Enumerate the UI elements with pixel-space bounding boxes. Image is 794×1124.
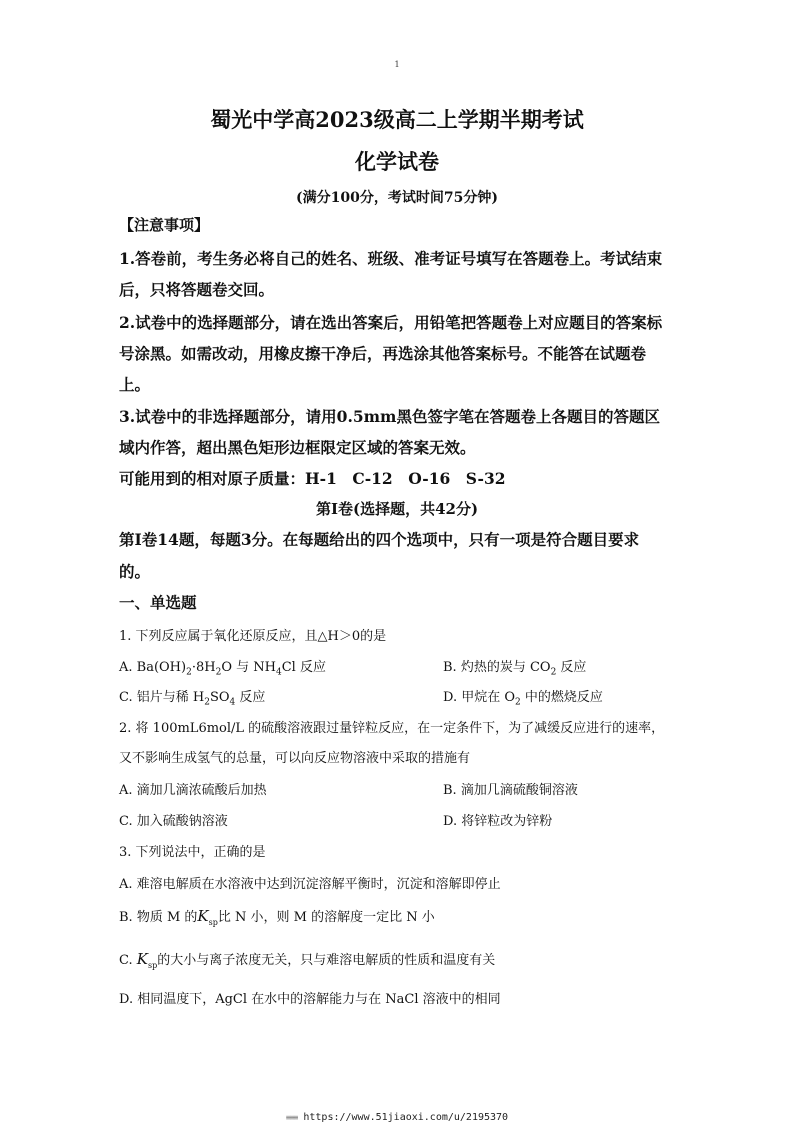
footer-link[interactable]: https://www.51jiaoxi.com/u/2195370 — [303, 1112, 509, 1123]
section-instructions: 第Ⅰ卷14题，每题3分。在每题给出的四个选项中，只有一项是符合题目要求 — [119, 530, 640, 549]
question-2-option-a: A. 滴加几滴浓硫酸后加热 — [119, 783, 267, 798]
notice-line: 2.试卷中的选择题部分，请在选出答案后，用铅笔把答题卷上对应题目的答案标 — [119, 313, 663, 332]
exam-title: 蜀光中学高2023级高二上学期半期考试 — [210, 107, 584, 132]
question-3-option-c: C. $K_{sp}$的大小与离子浓度无关，只与难溶电解质的性质和温度有关 — [119, 950, 496, 970]
question-3-option-b: B. 物质 M 的$K_{sp}$比 N 小，则 M 的溶解度一定比 N 小 — [119, 907, 435, 927]
section-heading: 第Ⅰ卷(选择题，共42分) — [315, 500, 479, 518]
notice-line: 后，只将答题卷交回。 — [119, 280, 275, 299]
ksp-symbol: $K_{sp}$ — [136, 950, 158, 970]
question-3-stem: 3. 下列说法中，正确的是 — [119, 845, 266, 860]
part-heading: 一、单选题 — [119, 593, 197, 612]
notice-heading: 【注意事项】 — [119, 216, 210, 234]
notice-line: 3.试卷中的非选择题部分，请用0.5mm黑色签字笔在答题卷上各题目的答题区 — [119, 407, 660, 426]
question-1-option-a: A. $Ba(OH)_2\cdot 8H_2O$ 与 $NH_4Cl$ 反应 — [119, 660, 326, 678]
question-2-option-b: B. 滴加几滴硫酸铜溶液 — [443, 783, 578, 798]
notice-line: 域内作答，超出黑色矩形边框限定区域的答案无效。 — [119, 438, 476, 457]
question-2-option-c: C. 加入硫酸钠溶液 — [119, 814, 228, 829]
question-1-stem: 1. 下列反应属于氧化还原反应，且△H＞0的是 — [119, 629, 387, 644]
question-2-stem-cont: 又不影响生成氢气的总量，可以向反应物溶液中采取的措施有 — [119, 751, 471, 766]
question-1-option-c: C. 铝片与稀 $H_2SO_4$ 反应 — [119, 690, 266, 708]
question-3-option-d: D. 相同温度下，AgCl 在水中的溶解能力与在 NaCl 溶液中的相同 — [119, 992, 501, 1007]
watermark-mark: ≡≡≡ — [285, 1113, 298, 1122]
question-1-option-d: D. 甲烷在 $O_2$ 中的燃烧反应 — [443, 690, 603, 708]
question-2-option-d: D. 将锌粒改为锌粉 — [443, 814, 553, 829]
notice-line: 1.答卷前，考生务必将自己的姓名、班级、准考证号填写在答题卷上。考试结束 — [119, 249, 663, 268]
atomic-mass-line: 可能用到的相对原子质量：H-1 C-12 O-16 S-32 — [119, 469, 506, 488]
section-instructions: 的。 — [119, 562, 151, 581]
page-number: 1 — [394, 60, 400, 69]
score-info: (满分100分，考试时间75分钟) — [296, 190, 498, 206]
footer — [0, 1112, 794, 1123]
question-3-option-a: A. 难溶电解质在水溶液中达到沉淀溶解平衡时，沉淀和溶解即停止 — [119, 877, 501, 892]
notice-line: 上。 — [119, 375, 151, 394]
question-1-option-b: B. 灼热的炭与 $CO_2$ 反应 — [443, 660, 587, 678]
question-2-stem: 2. 将 100mL6mol/L 的硫酸溶液跟过量锌粒反应，在一定条件下，为了减缓反应进行的速率， — [119, 721, 665, 736]
exam-subtitle: 化学试卷 — [355, 149, 439, 174]
notice-line: 号涂黑。如需改动，用橡皮擦干净后，再选涂其他答案标号。不能答在试题卷 — [119, 344, 647, 363]
ksp-symbol: $K_{sp}$ — [197, 907, 218, 927]
